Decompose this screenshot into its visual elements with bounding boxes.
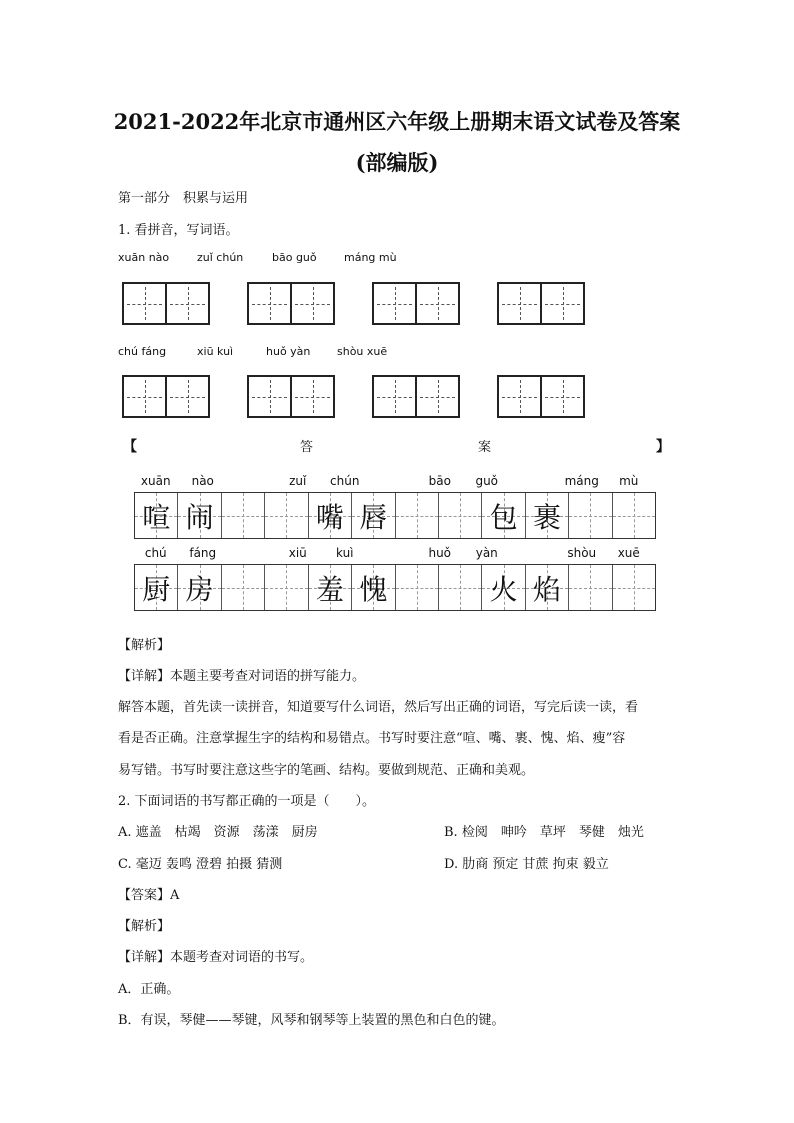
answer-grid-row1 — [134, 492, 656, 539]
answer-label: 【答案】A — [118, 888, 180, 903]
answer-cell — [438, 493, 481, 538]
answer-pinyin: xuē — [617, 546, 640, 560]
option-d: D. 肋商 预定 甘蔗 拘束 毅立 — [444, 857, 609, 872]
paragraph-line: 解答本题，首先读一读拼音，知道要写什么词语，然后写出正确的词语，写完后读一读，看 — [118, 700, 639, 715]
paragraph-line: 易写错。书写时要注意这些字的笔画、结构。要做到规范、正确和美观。 — [118, 763, 535, 778]
answer-pinyin: chú — [144, 546, 167, 560]
answer-cell: 焰 — [525, 565, 568, 610]
answer-cell — [264, 565, 307, 610]
writing-grid — [122, 375, 210, 418]
answer-pinyin: fáng — [189, 546, 217, 560]
detail-explanation: 【详解】本题考查对词语的书写。 — [118, 950, 314, 965]
answer-label: 答 — [300, 440, 314, 455]
answer-cell — [612, 565, 655, 610]
answer-pinyin: mù — [619, 474, 639, 488]
pinyin-label: huǒ yàn — [266, 345, 311, 358]
answer-cell: 火 — [481, 565, 524, 610]
answer-pinyin: chún — [330, 474, 360, 488]
answer-cell — [395, 565, 438, 610]
answer-pinyin: xiū — [288, 546, 307, 560]
answer-cell: 喧 — [135, 493, 177, 538]
answer-pinyin: nào — [191, 474, 214, 488]
writing-grid — [372, 375, 460, 418]
answer-cell: 裹 — [525, 493, 568, 538]
answer-cell: 唇 — [351, 493, 394, 538]
writing-grid — [247, 375, 335, 418]
answer-cell — [221, 493, 264, 538]
writing-grid — [372, 282, 460, 325]
answer-cell: 房 — [177, 565, 220, 610]
document-title: 2021-2022年北京市通州区六年级上册期末语文试卷及答案 — [113, 109, 681, 134]
detail-explanation: 【详解】本题主要考查对词语的拼写能力。 — [118, 669, 366, 684]
document-subtitle: (部编版) — [355, 150, 439, 175]
answer-cell: 羞 — [308, 565, 351, 610]
answer-cell — [221, 565, 264, 610]
explanation-a: A．正确。 — [118, 982, 180, 997]
answer-label: 案 — [478, 440, 492, 455]
pinyin-label: xiū kuì — [197, 345, 234, 358]
answer-pinyin: kuì — [335, 546, 354, 560]
answer-cell — [395, 493, 438, 538]
pinyin-label: bāo guǒ — [272, 251, 317, 264]
pinyin-label: chú fáng — [118, 345, 167, 358]
question-1: 1. 看拼音，写词语。 — [118, 223, 239, 238]
answer-pinyin: zuǐ — [289, 474, 307, 488]
explanation-b: B．有误，琴健——琴键，风琴和钢琴等上装置的黑色和白色的键。 — [118, 1013, 505, 1028]
answer-pinyin: huǒ — [428, 546, 452, 560]
answer-cell: 厨 — [135, 565, 177, 610]
pinyin-label: zuǐ chún — [197, 251, 244, 264]
answer-pinyin: guǒ — [475, 474, 499, 488]
answer-pinyin: shòu — [567, 546, 597, 560]
answer-cell: 闹 — [177, 493, 220, 538]
paragraph-line: 看是否正确。注意掌握生字的结构和易错点。书写时要注意“喧、嘴、裹、愧、焰、瘦”容 — [118, 731, 626, 746]
answer-pinyin: yàn — [475, 546, 498, 560]
answer-cell — [568, 565, 611, 610]
answer-bracket-left: 【 — [123, 439, 137, 455]
option-a: A. 遮盖 枯竭 资源 荡漾 厨房 — [118, 825, 318, 840]
pinyin-label: máng mù — [344, 251, 397, 264]
pinyin-label: shòu xuē — [337, 345, 388, 358]
option-b: B. 检阅 呻吟 草坪 琴健 烛光 — [444, 825, 644, 840]
analysis-label: 【解析】 — [118, 638, 171, 653]
answer-cell: 包 — [481, 493, 524, 538]
answer-cell — [612, 493, 655, 538]
answer-cell — [568, 493, 611, 538]
section-heading: 第一部分 积累与运用 — [118, 191, 249, 206]
answer-cell: 愧 — [351, 565, 394, 610]
answer-cell: 嘴 — [308, 493, 351, 538]
answer-grid-row2 — [134, 564, 656, 611]
writing-grid — [497, 375, 585, 418]
pinyin-label: xuān nào — [118, 251, 170, 264]
answer-bracket-right: 】 — [656, 439, 670, 455]
option-c: C. 毫迈 轰鸣 澄碧 拍摄 猜测 — [118, 857, 283, 872]
answer-pinyin: bāo — [428, 474, 451, 488]
answer-cell — [438, 565, 481, 610]
answer-cell — [264, 493, 307, 538]
writing-grid — [497, 282, 585, 325]
analysis-label: 【解析】 — [118, 919, 171, 934]
answer-pinyin: máng — [564, 474, 599, 488]
writing-grid — [122, 282, 210, 325]
answer-pinyin: xuān — [140, 474, 171, 488]
question-2: 2. 下面词语的书写都正确的一项是（ ）。 — [118, 794, 376, 809]
writing-grid — [247, 282, 335, 325]
